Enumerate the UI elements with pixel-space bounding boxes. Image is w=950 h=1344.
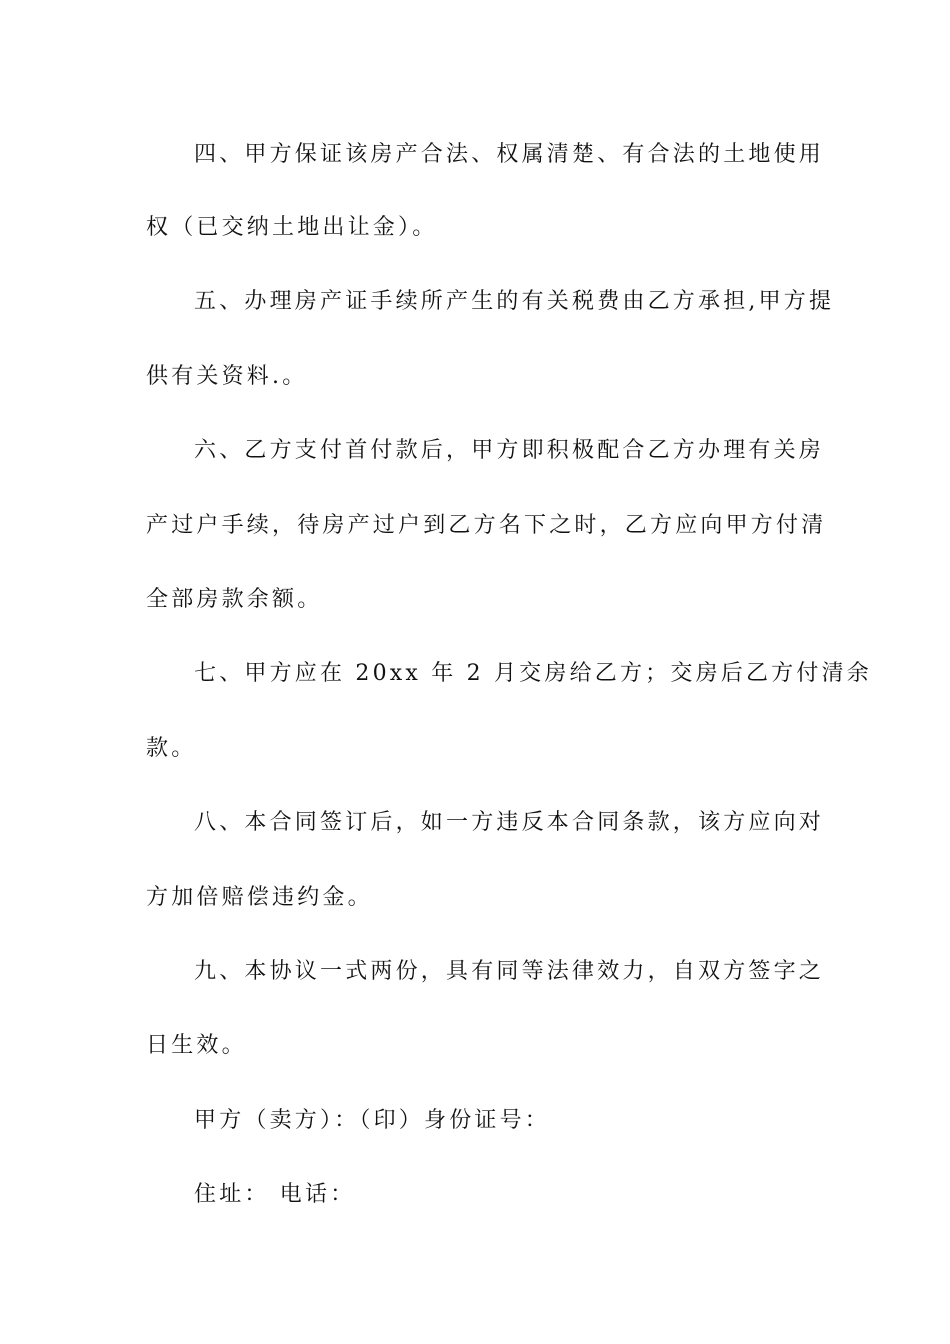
- clause-5-line-1: 五、办理房产证手续所产生的有关税费由乙方承担,甲方提: [194, 289, 835, 314]
- party-a-address-phone-line: 住址： 电话：: [194, 1182, 356, 1207]
- clause-4-line-2: 权（已交纳土地出让金）。: [146, 215, 438, 240]
- clause-7-line-1: 七、甲方应在 20xx 年 2 月交房给乙方；交房后乙方付清余: [194, 661, 872, 686]
- clause-4-line-1: 四、甲方保证该房产合法、权属清楚、有合法的土地使用: [194, 142, 825, 167]
- clause-6-line-2: 产过户手续，待房产过户到乙方名下之时，乙方应向甲方付清: [146, 513, 827, 538]
- clause-9-line-2: 日生效。: [146, 1033, 247, 1058]
- clause-9-line-1: 九、本协议一式两份，具有同等法律效力，自双方签字之: [194, 959, 825, 984]
- clause-6-line-3: 全部房款余额。: [146, 587, 323, 612]
- clause-8-line-1: 八、本合同签订后，如一方违反本合同条款，该方应向对: [194, 810, 825, 835]
- clause-6-line-1: 六、乙方支付首付款后，甲方即积极配合乙方办理有关房: [194, 438, 825, 463]
- party-a-signature-line: 甲方（卖方）：（印）身份证号：: [194, 1108, 551, 1133]
- clause-5-line-2: 供有关资料.。: [146, 364, 308, 389]
- clause-7-line-2: 款。: [146, 736, 197, 761]
- clause-8-line-2: 方加倍赔偿违约金。: [146, 885, 373, 910]
